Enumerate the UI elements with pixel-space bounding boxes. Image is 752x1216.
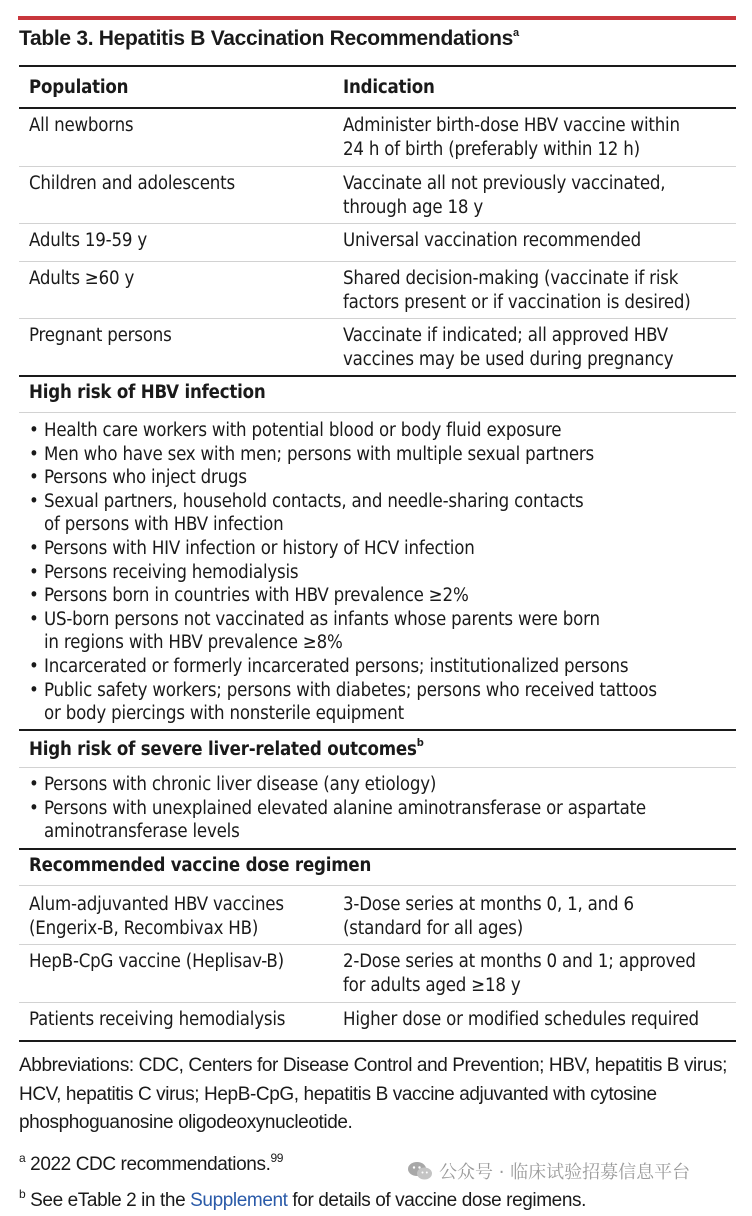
section-rule	[19, 848, 736, 850]
watermark-text: 公众号 · 临床试验招募信息平台	[439, 1162, 691, 1183]
regimen-vaccine: Patients receiving hemodialysis	[29, 1009, 286, 1030]
row-indication: Vaccinate all not previously vaccinated, through age 18 y	[343, 173, 666, 218]
list-item: • Persons who inject drugs	[29, 466, 657, 490]
list-item: • Sexual partners, household contacts, and needle-sharing contacts of persons with HBV infection	[29, 490, 657, 537]
section-divider	[19, 412, 736, 413]
row-indication: Universal vaccination recommended	[343, 230, 641, 251]
footnote-a-text: 2022 CDC recommendations.	[25, 1154, 271, 1175]
row-divider	[19, 223, 736, 224]
section-divider	[19, 885, 736, 886]
list-item: • Men who have sex with men; persons with multiple sexual partners	[29, 443, 657, 467]
row-population: Pregnant persons	[29, 325, 172, 346]
liver-outcome-risk-list	[29, 773, 646, 844]
supplement-link[interactable]: Supplement	[190, 1190, 288, 1211]
section-heading-text: High risk of severe liver-related outcomes	[29, 739, 417, 760]
footnote-b-text-pre: See eTable 2 in the	[25, 1190, 191, 1211]
row-divider	[19, 944, 736, 945]
header-bottom-rule	[19, 107, 736, 109]
list-item: • Persons with unexplained elevated alanine aminotransferase or aspartate aminotransferase levels	[29, 797, 646, 844]
row-indication: Vaccinate if indicated; all approved HBV vaccines may be used during pregnancy	[343, 325, 674, 370]
row-divider	[19, 166, 736, 167]
watermark	[405, 1158, 692, 1184]
row-population: Children and adolescents	[29, 173, 235, 194]
list-item: • Public safety workers; persons with diabetes; persons who received tattoos or body piercings with nonsterile equipment	[29, 679, 657, 726]
section-heading-hbv-infection: High risk of HBV infection	[29, 382, 266, 403]
regimen-schedule: Higher dose or modified schedules required	[343, 1009, 699, 1030]
section-heading-dose-regimen: Recommended vaccine dose regimen	[29, 855, 372, 876]
regimen-schedule: 3-Dose series at months 0, 1, and 6 (standard for all ages)	[343, 894, 634, 939]
row-population: All newborns	[29, 115, 134, 136]
list-item: • US-born persons not vaccinated as infants whose parents were born in regions with HBV prevalence ≥8%	[29, 608, 657, 655]
title-accent-bar	[18, 16, 736, 20]
row-divider	[19, 1002, 736, 1003]
section-divider	[19, 767, 736, 768]
abbreviations-footnote: Abbreviations: CDC, Centers for Disease Control and Prevention; HBV, hepatitis B virus; HCV, hepatitis C virus; HepB-CpG, hepatitis B vaccine adjuvanted with cytosine phosphoguanosine oligodeoxynucleotide.	[19, 1055, 727, 1133]
regimen-schedule: 2-Dose series at months 0 and 1; approved for adults aged ≥18 y	[343, 951, 696, 996]
hbv-infection-risk-list	[29, 419, 657, 726]
footnote-a-mark: a	[19, 1151, 26, 1165]
list-item: • Health care workers with potential blood or body fluid exposure	[29, 419, 657, 443]
reference-99[interactable]: 99	[270, 1151, 284, 1165]
column-header-population: Population	[29, 77, 129, 98]
footnote-b	[19, 1180, 737, 1216]
table-title: Table 3. Hepatitis B Vaccination Recommendations$^a$	[19, 27, 519, 50]
regimen-vaccine: HepB-CpG vaccine (Heplisav-B)	[29, 951, 284, 972]
wechat-icon	[407, 1161, 433, 1181]
row-divider	[19, 318, 736, 319]
table-bottom-rule	[19, 1040, 736, 1042]
row-indication: Shared decision-making (vaccinate if risk factors present or if vaccination is desired)	[343, 268, 691, 313]
row-indication: Administer birth-dose HBV vaccine within 24 h of birth (preferably within 12 h)	[343, 115, 680, 160]
row-population: Adults ≥60 y	[29, 268, 135, 289]
title-footnote-mark: a	[513, 27, 519, 39]
footnote-b-text-post: for details of vaccine dose regimens.	[287, 1190, 586, 1211]
row-divider	[19, 261, 736, 262]
section-rule	[19, 729, 736, 731]
list-item: • Persons born in countries with HBV prevalence ≥2%	[29, 584, 657, 608]
footnote-b-mark: b	[19, 1187, 26, 1201]
row-population: Adults 19-59 y	[29, 230, 147, 251]
section-heading-liver-outcomes	[29, 736, 424, 760]
heading-footnote-mark: b	[416, 736, 424, 749]
regimen-vaccine: Alum-adjuvanted HBV vaccines (Engerix-B, Recombivax HB)	[29, 894, 284, 939]
list-item: • Persons with chronic liver disease (any etiology)	[29, 773, 646, 797]
list-item: • Persons with HIV infection or history of HCV infection	[29, 537, 657, 561]
list-item: • Incarcerated or formerly incarcerated persons; institutionalized persons	[29, 655, 657, 679]
section-rule	[19, 375, 736, 377]
header-top-rule	[19, 65, 736, 67]
column-header-indication: Indication	[343, 77, 435, 98]
list-item: • Persons receiving hemodialysis	[29, 561, 657, 585]
